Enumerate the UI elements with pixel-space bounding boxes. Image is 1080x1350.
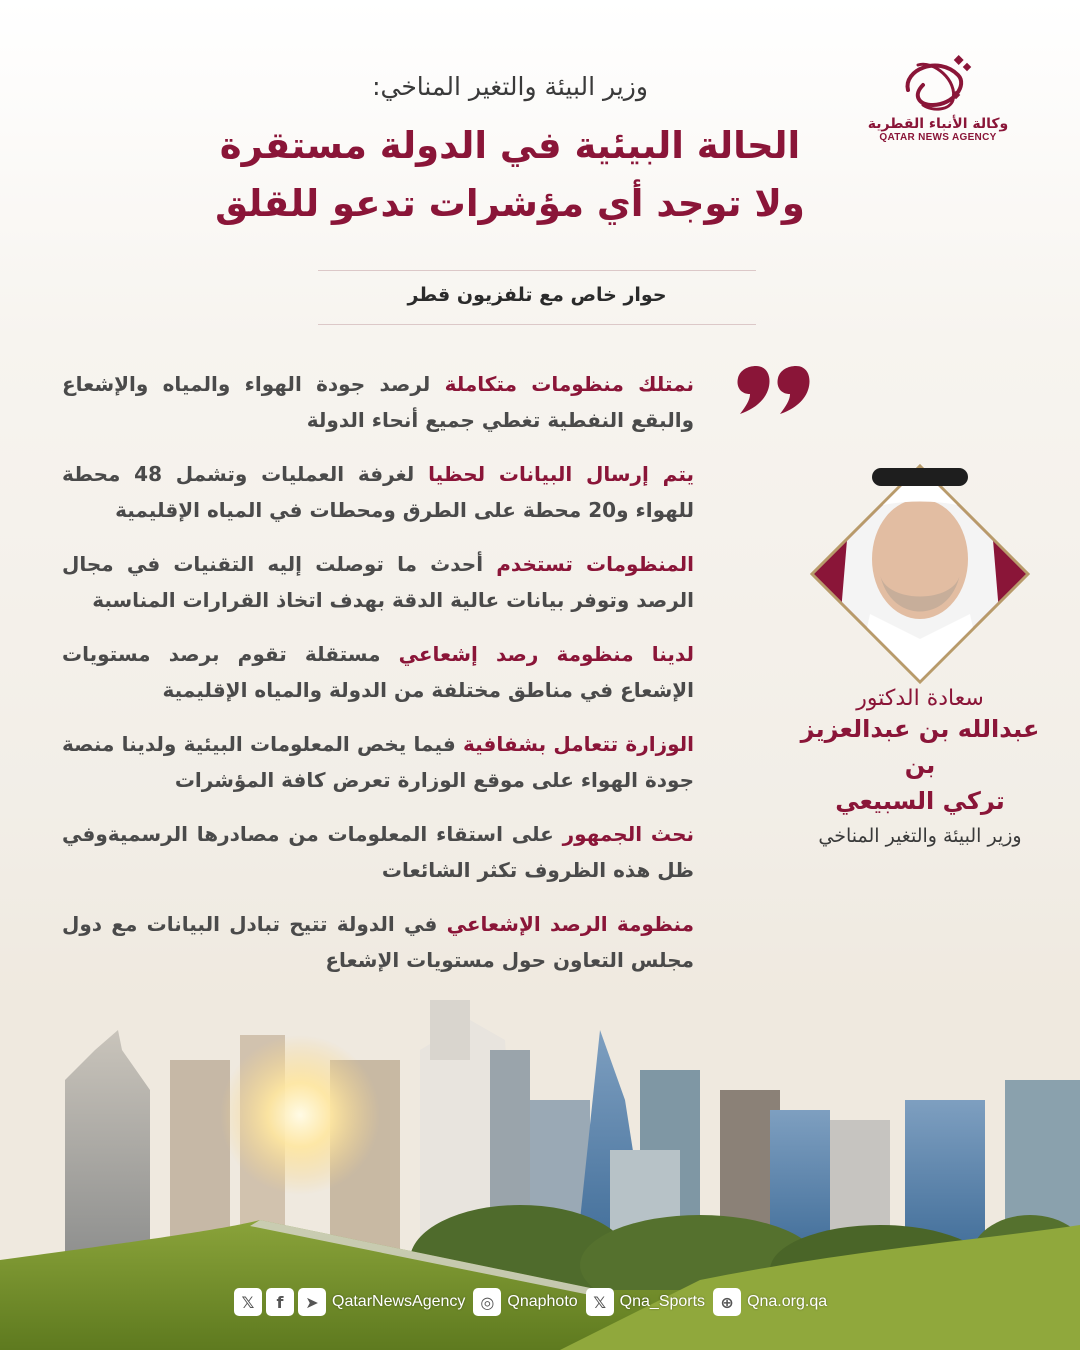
logo-arabic-text: وكالة الأنباء القطرية (867, 116, 1009, 132)
qna-emblem-icon (898, 50, 978, 114)
list-item (62, 726, 694, 798)
point-highlight: نحث الجمهور (562, 822, 694, 846)
instagram-icon[interactable]: ◎ (473, 1288, 501, 1316)
photo-handle-link[interactable]: Qnaphoto (507, 1293, 578, 1310)
point-highlight: منظومة الرصد الإشعاعي (446, 912, 694, 936)
social-links-bar (234, 1286, 831, 1318)
point-highlight: المنظومات تستخدم (496, 552, 695, 576)
portrait-image (810, 464, 1030, 684)
globe-icon[interactable]: ⊕ (713, 1288, 741, 1316)
sports-handle-link[interactable]: Qna_Sports (619, 1293, 706, 1310)
logo-english-text: QATAR NEWS AGENCY (879, 132, 997, 143)
telegram-icon[interactable]: ➤ (298, 1288, 326, 1316)
point-text: لغرفة العمليات وتشمل 48 محطة للهواء و20 محطة على الطرق ومحطات في المياه الإقليمية (62, 462, 694, 522)
kicker: وزير البيئة والتغير المناخي: (372, 72, 648, 101)
point-text: مستقلة تقوم برصد مستويات الإشعاع في مناطق مختلفة من الدولة والمياه الإقليمية (62, 642, 694, 702)
subtitle: حوار خاص مع تلفزيون قطر (407, 284, 667, 306)
point-text: على استقاء المعلومات من مصادرها الرسميةوفي ظل هذه الظروف تكثر الشائعات (62, 822, 694, 882)
divider-bottom (318, 324, 756, 325)
list-item (62, 366, 694, 438)
list-item (62, 546, 694, 618)
point-highlight: نمتلك منظومات متكاملة (444, 372, 695, 396)
point-text: أحدث ما توصلت إليه التقنيات في مجال الرصد وتوفر بيانات عالية الدقة بهدف اتخاذ القرارات المناسبة (62, 552, 694, 612)
divider-top (318, 270, 756, 271)
honorific: سعادة الدكتور (856, 686, 984, 711)
x-icon[interactable]: 𝕏 (586, 1288, 614, 1316)
person-name-line-1: عبدالله بن عبدالعزيز بن (800, 715, 1040, 779)
profile-card (800, 464, 1040, 847)
website-link[interactable]: Qna.org.qa (747, 1293, 828, 1310)
portrait-frame (810, 464, 1030, 684)
list-item (62, 456, 694, 528)
list-item (62, 636, 694, 708)
point-text: في الدولة تتيح تبادل البيانات مع دول مجلس التعاون حول مستويات الإشعاع (62, 912, 694, 972)
main-handle-link[interactable]: QatarNewsAgency (332, 1293, 466, 1310)
facebook-icon[interactable]: f (266, 1288, 294, 1316)
point-highlight: يتم إرسال البيانات لحظيا (428, 462, 694, 486)
list-item (62, 816, 694, 888)
qna-logo (848, 50, 1028, 143)
person-name-line-2: تركي السبيعي (835, 787, 1005, 815)
headline (200, 117, 820, 233)
list-item (62, 906, 694, 978)
point-text: فيما يخص المعلومات البيئية ولدينا منصة جودة الهواء على موقع الوزارة تعرض كافة المؤشرات (62, 732, 694, 792)
headline-line-1: الحالة البيئية في الدولة مستقرة (219, 124, 801, 167)
header (200, 72, 820, 233)
point-highlight: لدينا منظومة رصد إشعاعي (398, 642, 694, 666)
person-role: وزير البيئة والتغير المناخي (818, 825, 1022, 847)
key-points-list (62, 366, 694, 996)
x-icon[interactable]: 𝕏 (234, 1288, 262, 1316)
point-highlight: الوزارة تتعامل بشفافية (462, 732, 694, 756)
quote-icon (728, 352, 818, 422)
point-text: لرصد جودة الهواء والمياه والإشعاع والبقع النفطية تغطي جميع أنحاء الدولة (62, 372, 694, 432)
headline-line-2: ولا توجد أي مؤشرات تدعو للقلق (215, 182, 805, 225)
